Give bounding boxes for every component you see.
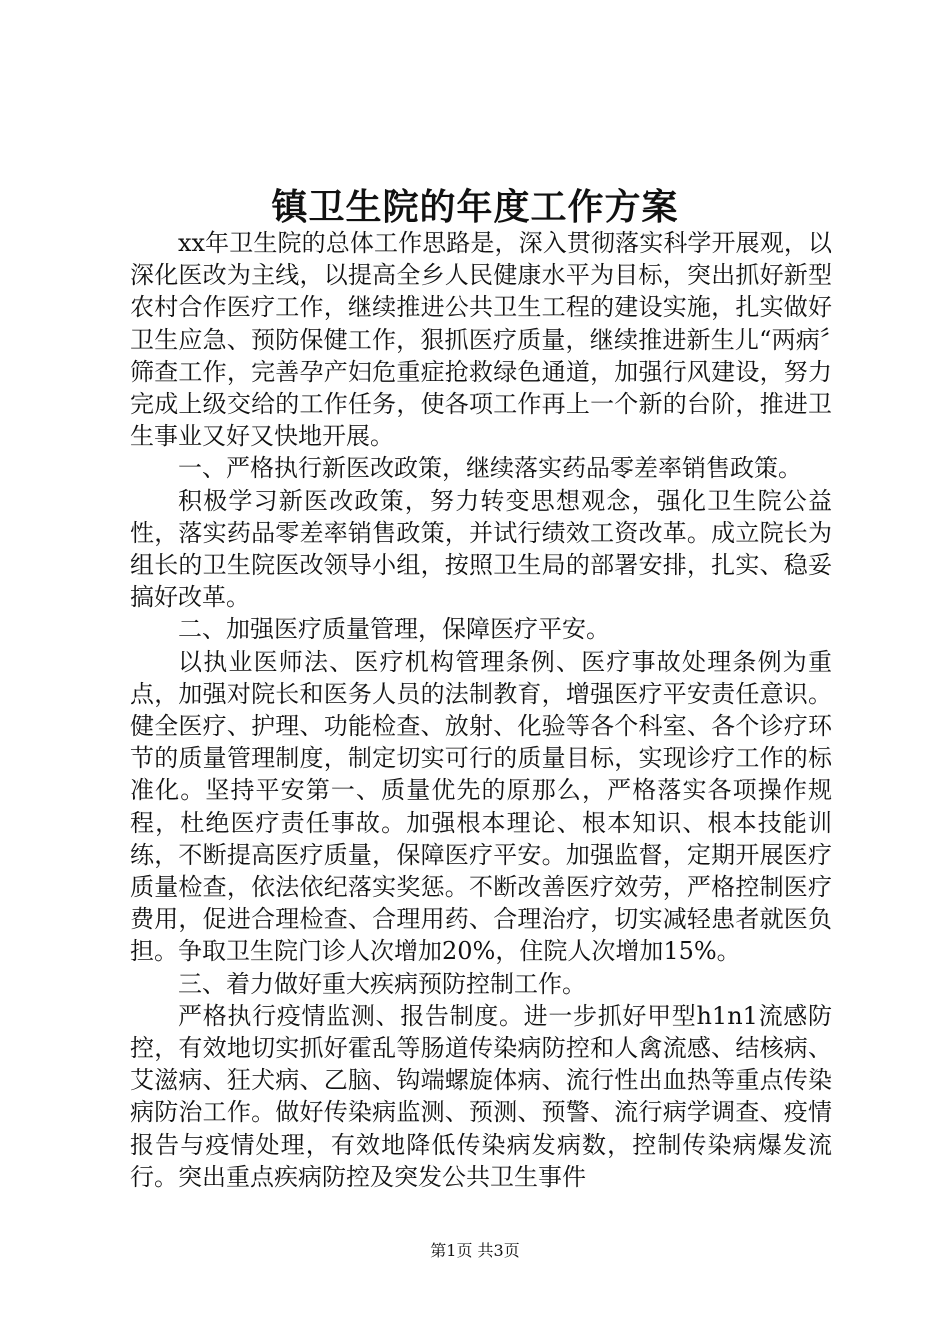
- paragraph-section-1: 积极学习新医改政策，努力转变思想观念，强化卫生院公益性，落实药品零差率销售政策，并试行绩效工资改革。成立院长为组长的卫生院医改领导小组，按照卫生局的部署安排，扎实、稳妥搞好改革。: [130, 486, 832, 612]
- page-number-footer: 第1页 共3页: [430, 1241, 520, 1260]
- section-heading-1: 一、严格执行新医改政策，继续落实药品零差率销售政策。: [178, 454, 802, 483]
- paragraph-section-2: 以执业医师法、医疗机构管理条例、医疗事故处理条例为重点，加强对院长和医务人员的法制教育，增强医疗平安责任意识。健全医疗、护理、功能检查、放射、化验等各个科室、各个诊疗环节的质量管理制度，制定切实可行的质量目标，实现诊疗工作的标准化。坚持平安第一、质量优先的原那么，严格落实各项操作规程，杜绝医疗责任事故。加强根本理论、根本知识、根本技能训练，不断提高医疗质量，保障医疗平安。加强监督，定期开展医疗质量检查，依法依纪落实奖惩。不断改善医疗效劳，严格控制医疗费用，促进合理检查、合理用药、合理治疗，切实减轻患者就医负担。争取卫生院门诊人次增加20%，住院人次增加15%。: [130, 647, 832, 966]
- section-heading-3: 三、着力做好重大疾病预防控制工作。: [178, 969, 586, 998]
- document-body: [130, 227, 832, 1193]
- paragraph-section-3: 严格执行疫情监测、报告制度。进一步抓好甲型h1n1流感防控，有效地切实抓好霍乱等肠道传染病防控和人禽流感、结核病、艾滋病、狂犬病、乙脑、钩端螺旋体病、流行性出血热等重点传染病防治工作。做好传染病监测、预测、预警、流行病学调查、疫情报告与疫情处理，有效地降低传染病发病数，控制传染病爆发流行。突出重点疾病防控及突发公共卫生事件: [130, 1001, 832, 1191]
- paragraph-intro: xx年卫生院的总体工作思路是，深入贯彻落实科学开展观，以深化医改为主线，以提高全乡人民健康水平为目标，突出抓好新型农村合作医疗工作，继续推进公共卫生工程的建设实施，扎实做好卫生应急、预防保健工作，狠抓医疗质量，继续推进新生儿“两病〞筛查工作，完善孕产妇危重症抢救绿色通道，加强行风建设，努力完成上级交给的工作任务，使各项工作再上一个新的台阶，推进卫生事业又好又快地开展。: [130, 229, 832, 451]
- document-title: 镇卫生院的年度工作方案: [271, 186, 679, 228]
- section-heading-2: 二、加强医疗质量管理，保障医疗平安。: [178, 615, 610, 644]
